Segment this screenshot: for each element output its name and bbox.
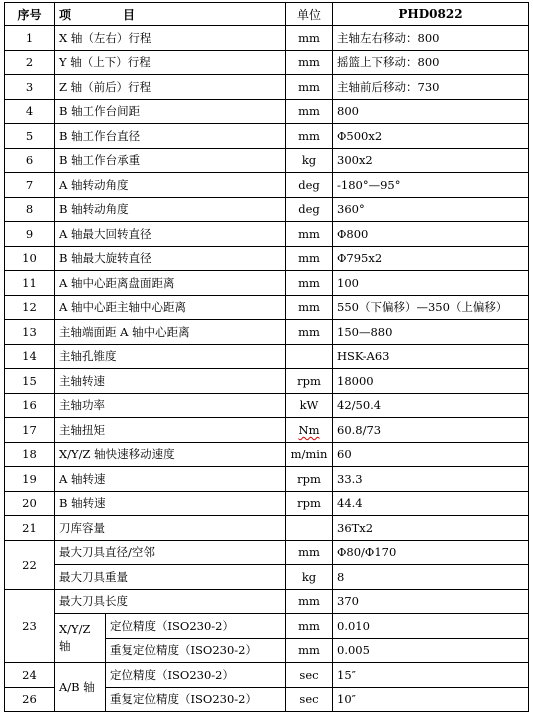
spec-table (4, 2, 529, 712)
row-unit: mm (286, 222, 333, 247)
table-row (5, 173, 529, 198)
row-no: 22 (5, 540, 55, 589)
row-unit: m/min (286, 442, 333, 467)
header-item-a: 项 (59, 7, 72, 22)
row-value: 18000 (333, 369, 529, 394)
row-item: A 轴中心距离盘面距离 (55, 271, 286, 296)
row-value: HSK-A63 (333, 344, 529, 369)
row-unit: mm (286, 271, 333, 296)
table-row (5, 442, 529, 467)
row-unit: mm (286, 614, 333, 639)
row-no: 10 (5, 246, 55, 271)
table-row (5, 516, 529, 541)
row-value: 100 (333, 271, 529, 296)
row-item: X/Y/Z 轴快速移动速度 (55, 442, 286, 467)
row-value: 60.8/73 (333, 418, 529, 443)
table-row (5, 246, 529, 271)
row-unit: mm (286, 540, 333, 565)
row-unit (286, 516, 333, 541)
table-row (5, 148, 529, 173)
table-row (5, 565, 529, 590)
row-item: 定位精度（ISO230-2） (106, 614, 286, 639)
row-value: 主轴左右移动：800 (333, 26, 529, 51)
row-no: 7 (5, 173, 55, 198)
group-xyz: X/Y/Z 轴 (55, 614, 106, 663)
row-unit: kW (286, 393, 333, 418)
row-unit: mm (286, 246, 333, 271)
row-item: B 轴工作台间距 (55, 99, 286, 124)
header-unit: 单位 (286, 3, 333, 26)
row-unit: mm (286, 99, 333, 124)
table-row (5, 663, 529, 688)
row-value: 0.010 (333, 614, 529, 639)
row-unit: kg (286, 565, 333, 590)
row-item: 最大刀具直径/空邻 (55, 540, 286, 565)
row-unit: mm (286, 638, 333, 663)
header-no: 序号 (5, 3, 55, 26)
row-item: B 轴转动角度 (55, 197, 286, 222)
row-unit: deg (286, 173, 333, 198)
row-item: A 轴转速 (55, 467, 286, 492)
row-value: -180°—95° (333, 173, 529, 198)
row-item: 重复定位精度（ISO230-2） (106, 638, 286, 663)
row-no: 4 (5, 99, 55, 124)
row-unit: sec (286, 663, 333, 688)
table-row (5, 26, 529, 51)
row-unit: sec (286, 687, 333, 712)
row-value: 550（下偏移）—350（上偏移） (333, 295, 529, 320)
row-unit: mm (286, 75, 333, 100)
row-value: Φ500x2 (333, 124, 529, 149)
row-value: Φ80/Φ170 (333, 540, 529, 565)
row-value: 摇篮上下移动：800 (333, 50, 529, 75)
header-item-b: 目 (123, 7, 136, 22)
row-item: 主轴孔锥度 (55, 344, 286, 369)
row-value: 370 (333, 589, 529, 614)
row-unit: kg (286, 148, 333, 173)
row-item: A 轴最大回转直径 (55, 222, 286, 247)
table-row (5, 418, 529, 443)
table-row (5, 197, 529, 222)
row-value: 44.4 (333, 491, 529, 516)
table-row (5, 589, 529, 614)
row-no: 24 (5, 663, 55, 688)
row-value: 8 (333, 565, 529, 590)
row-value: 150—880 (333, 320, 529, 345)
row-value: Φ795x2 (333, 246, 529, 271)
row-value: 42/50.4 (333, 393, 529, 418)
table-row (5, 124, 529, 149)
row-unit: mm (286, 26, 333, 51)
row-item: A 轴转动角度 (55, 173, 286, 198)
row-value: 33.3 (333, 467, 529, 492)
row-no: 1 (5, 26, 55, 51)
header-item (55, 3, 286, 26)
row-unit: rpm (286, 467, 333, 492)
row-no: 18 (5, 442, 55, 467)
row-value: Φ800 (333, 222, 529, 247)
row-unit: mm (286, 50, 333, 75)
row-no: 12 (5, 295, 55, 320)
row-no: 2 (5, 50, 55, 75)
row-value: 800 (333, 99, 529, 124)
table-body (5, 26, 529, 712)
row-no: 16 (5, 393, 55, 418)
row-unit: rpm (286, 369, 333, 394)
table-row (5, 271, 529, 296)
table-row (5, 50, 529, 75)
row-no: 14 (5, 344, 55, 369)
row-item: A 轴中心距主轴中心距离 (55, 295, 286, 320)
table-row (5, 75, 529, 100)
row-value: 60 (333, 442, 529, 467)
row-value: 15″ (333, 663, 529, 688)
row-unit: rpm (286, 491, 333, 516)
row-no: 8 (5, 197, 55, 222)
row-value: 36Tx2 (333, 516, 529, 541)
row-item: 主轴转速 (55, 369, 286, 394)
row-item: B 轴最大旋转直径 (55, 246, 286, 271)
row-no: 9 (5, 222, 55, 247)
row-unit: mm (286, 295, 333, 320)
row-value: 主轴前后移动：730 (333, 75, 529, 100)
table-row (5, 540, 529, 565)
row-no: 3 (5, 75, 55, 100)
group-ab: A/B 轴 (55, 663, 106, 712)
row-no: 11 (5, 271, 55, 296)
header-model: PHD0822 (333, 3, 529, 26)
row-unit: mm (286, 589, 333, 614)
row-value: 10″ (333, 687, 529, 712)
row-item: 最大刀具长度 (55, 589, 286, 614)
row-item: B 轴转速 (55, 491, 286, 516)
row-item: Z 轴（前后）行程 (55, 75, 286, 100)
table-row (5, 369, 529, 394)
row-item: 刀库容量 (55, 516, 286, 541)
row-no: 19 (5, 467, 55, 492)
row-item: 重复定位精度（ISO230-2） (106, 687, 286, 712)
row-item: B 轴工作台承重 (55, 148, 286, 173)
table-row (5, 320, 529, 345)
table-row (5, 99, 529, 124)
table-row (5, 614, 529, 639)
table-row (5, 344, 529, 369)
row-unit (286, 344, 333, 369)
row-item: 主轴功率 (55, 393, 286, 418)
row-no: 23 (5, 589, 55, 663)
row-unit: deg (286, 197, 333, 222)
row-unit: mm (286, 124, 333, 149)
table-row (5, 491, 529, 516)
row-item: B 轴工作台直径 (55, 124, 286, 149)
row-value: 300x2 (333, 148, 529, 173)
row-unit: mm (286, 320, 333, 345)
row-item: 主轴端面距 A 轴中心距离 (55, 320, 286, 345)
row-no: 21 (5, 516, 55, 541)
row-item: 主轴扭矩 (55, 418, 286, 443)
row-item: 定位精度（ISO230-2） (106, 663, 286, 688)
row-no: 26 (5, 687, 55, 712)
table-row (5, 222, 529, 247)
table-row (5, 393, 529, 418)
header-row (5, 3, 529, 26)
row-item: 最大刀具重量 (55, 565, 286, 590)
table-row (5, 295, 529, 320)
row-value: 0.005 (333, 638, 529, 663)
row-unit: Nm (286, 418, 333, 443)
row-item: X 轴（左右）行程 (55, 26, 286, 51)
row-no: 13 (5, 320, 55, 345)
row-no: 20 (5, 491, 55, 516)
row-no: 15 (5, 369, 55, 394)
row-value: 360° (333, 197, 529, 222)
row-no: 6 (5, 148, 55, 173)
row-no: 17 (5, 418, 55, 443)
table-row (5, 467, 529, 492)
row-item: Y 轴（上下）行程 (55, 50, 286, 75)
row-no: 5 (5, 124, 55, 149)
